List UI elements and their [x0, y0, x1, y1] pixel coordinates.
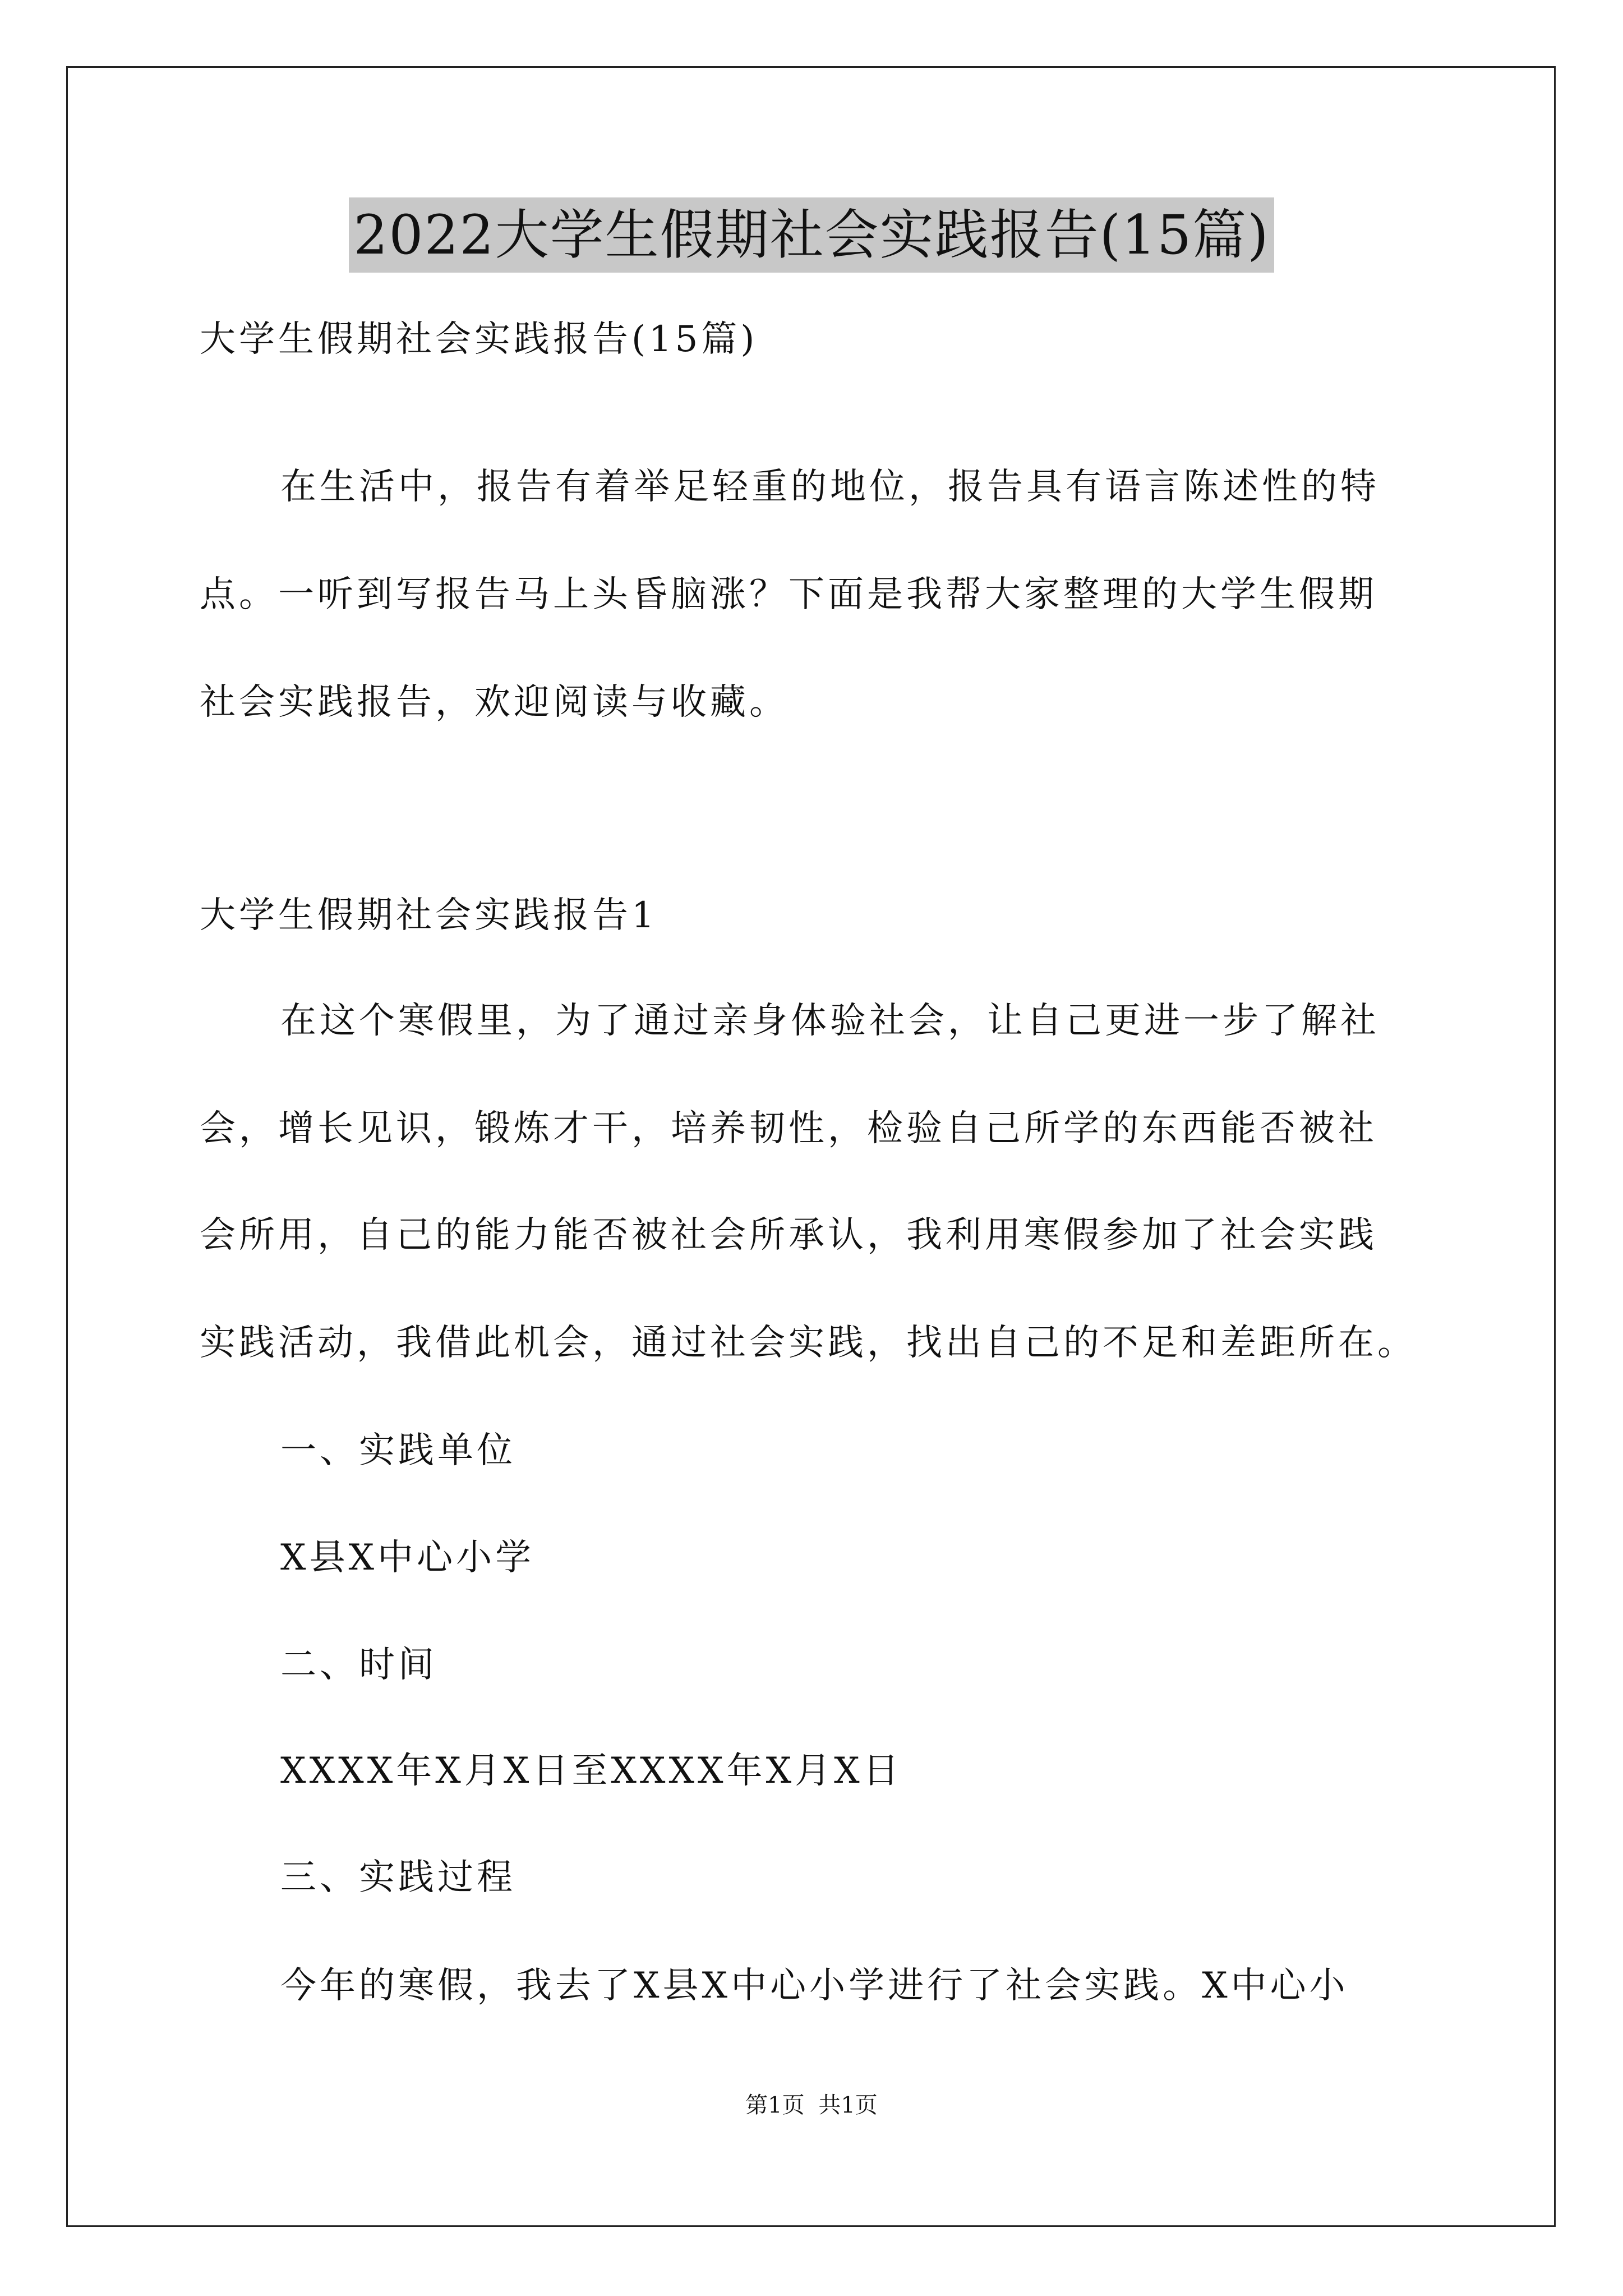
- item-value-unit: X县X中心小学: [280, 1537, 535, 1579]
- body-line-1: 在这个寒假里，为了通过亲身体验社会，让自己更进一步了解社: [280, 1000, 1380, 1042]
- body-line-last: 今年的寒假，我去了X县X中心小学进行了社会实践。X中心小: [280, 1965, 1349, 2007]
- item-heading-process: 三、实践过程: [280, 1857, 516, 1898]
- body-line-4: 实践活动，我借此机会，通过社会实践，找出自己的不足和差距所在。: [200, 1322, 1417, 1364]
- intro-line-2: 点。一听到写报告马上头昏脑涨？下面是我帮大家整理的大学生假期: [200, 574, 1377, 615]
- page-footer: [0, 2090, 1623, 2120]
- page-number: 第1页: [745, 2092, 805, 2118]
- intro-line-3: 社会实践报告，欢迎阅读与收藏。: [200, 682, 789, 723]
- item-heading-unit: 一、实践单位: [280, 1430, 516, 1471]
- section-heading: 大学生假期社会实践报告1: [200, 895, 658, 936]
- title-container: [0, 197, 1623, 273]
- subtitle-line: 大学生假期社会实践报告(15篇): [200, 319, 758, 360]
- intro-line-1: 在生活中，报告有着举足轻重的地位，报告具有语言陈述性的特: [280, 466, 1380, 508]
- body-line-2: 会，增长见识，锻炼才干，培养韧性，检验自己所学的东西能否被社: [200, 1108, 1377, 1149]
- item-heading-time: 二、时间: [280, 1644, 437, 1686]
- item-value-time: XXXX年X月X日至XXXX年X月X日: [280, 1750, 902, 1792]
- document-title[interactable]: 2022大学生假期社会实践报告(15篇): [349, 197, 1274, 273]
- body-line-3: 会所用，自己的能力能否被社会所承认，我利用寒假参加了社会实践: [200, 1214, 1377, 1256]
- page-total: 共1页: [818, 2092, 878, 2118]
